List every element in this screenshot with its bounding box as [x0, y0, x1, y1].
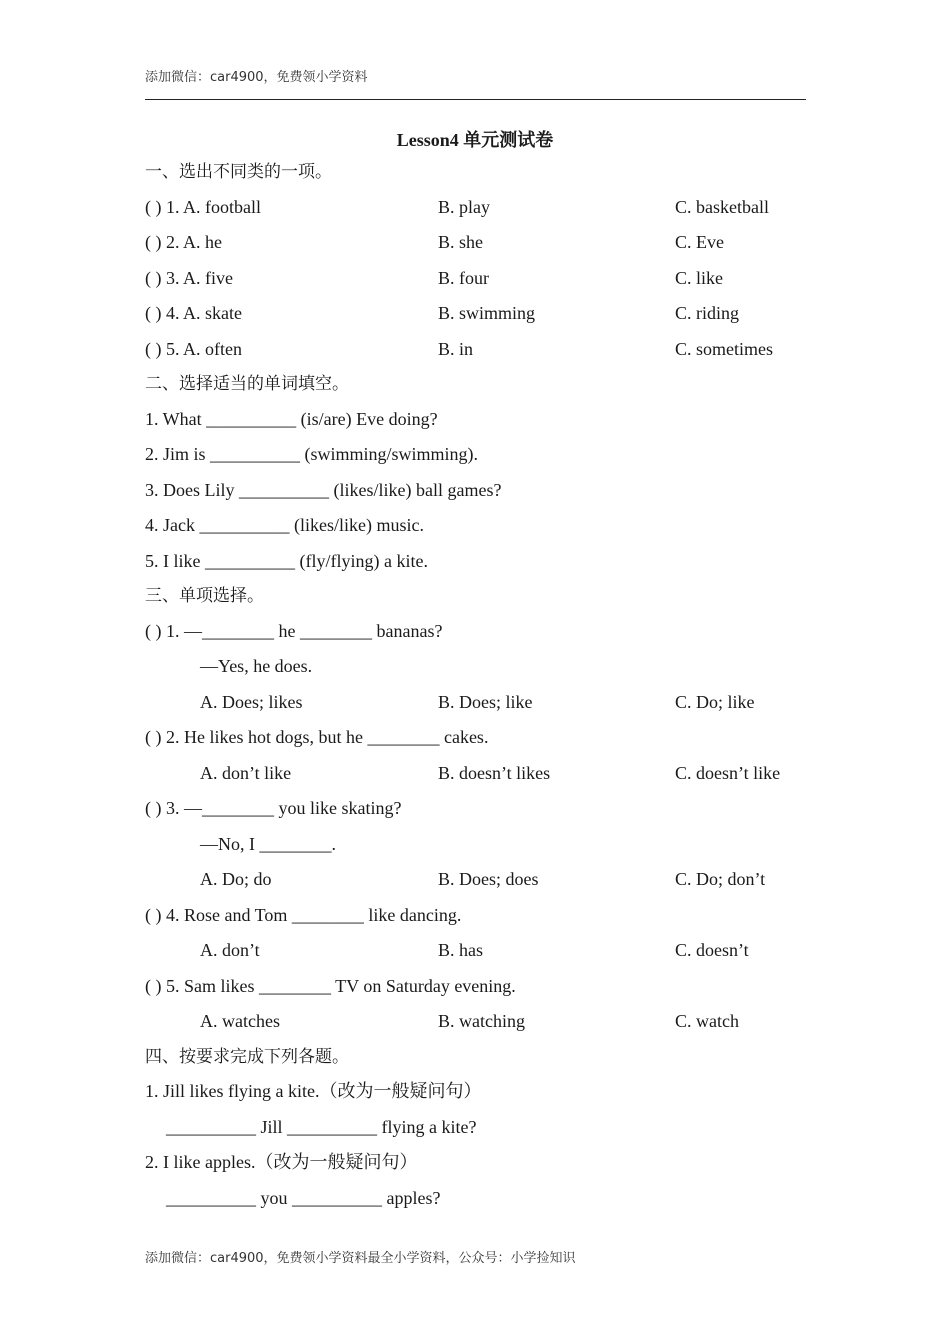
choice-row: [0, 691, 950, 713]
choice-row: [0, 1010, 950, 1032]
choice-row: [0, 868, 950, 890]
question-row: [0, 196, 950, 218]
question-row: [0, 302, 950, 324]
option-c: C. sometimes: [675, 339, 773, 359]
option-a: A. Do; do: [200, 869, 272, 889]
option-b: B. watching: [438, 1011, 525, 1031]
answer-line: __________ you __________ apples?: [166, 1188, 441, 1208]
option-c: C. doesn’t: [675, 940, 749, 960]
fill-blank-item: 4. Jack __________ (likes/like) music.: [145, 515, 424, 535]
option-a: A. don’t: [200, 940, 260, 960]
option-c: C. like: [675, 268, 723, 288]
option-b: B. play: [438, 197, 490, 217]
option-b: B. Does; does: [438, 869, 539, 889]
question-stem: ( ) 3. —________ you like skating?: [145, 798, 402, 818]
question-stem: ( ) 2. He likes hot dogs, but he ________ cakes.: [145, 727, 489, 747]
answer-line: __________ Jill __________ flying a kite?: [166, 1117, 477, 1137]
question-row: [0, 338, 950, 360]
section-heading-4: 四、按要求完成下列各题。: [145, 1047, 349, 1067]
footer-note: 添加微信：car4900，免费领小学资料最全小学资料，公众号：小学捡知识: [145, 1251, 576, 1266]
option-a: ( ) 5. A. often: [145, 339, 242, 359]
question-row: [0, 231, 950, 253]
option-a: A. Does; likes: [200, 692, 303, 712]
option-b: B. has: [438, 940, 483, 960]
option-c: C. watch: [675, 1011, 739, 1031]
section-heading-1: 一、选出不同类的一项。: [145, 162, 332, 182]
choice-row: [0, 762, 950, 784]
fill-blank-item: 5. I like __________ (fly/flying) a kite.: [145, 551, 428, 571]
question-stem: 2. I like apples.（改为一般疑问句）: [145, 1152, 418, 1172]
option-b: B. doesn’t likes: [438, 763, 551, 783]
option-b: B. swimming: [438, 303, 536, 323]
question-stem: ( ) 1. —________ he ________ bananas?: [145, 621, 443, 641]
question-stem: 1. Jill likes flying a kite.（改为一般疑问句）: [145, 1081, 482, 1101]
option-a: ( ) 2. A. he: [145, 232, 222, 252]
section-heading-3: 三、单项选择。: [145, 586, 264, 606]
option-b: B. Does; like: [438, 692, 533, 712]
fill-blank-item: 1. What __________ (is/are) Eve doing?: [145, 409, 438, 429]
header-note: 添加微信：car4900，免费领小学资料: [145, 70, 368, 85]
option-b: B. she: [438, 232, 483, 252]
dialogue-reply: —No, I ________.: [200, 834, 336, 854]
choice-row: [0, 939, 950, 961]
option-a: ( ) 4. A. skate: [145, 303, 242, 323]
header-divider: [145, 99, 806, 100]
option-a: A. watches: [200, 1011, 280, 1031]
option-c: C. Eve: [675, 232, 724, 252]
option-a: ( ) 3. A. five: [145, 268, 233, 288]
option-c: C. doesn’t like: [675, 763, 781, 783]
fill-blank-item: 3. Does Lily __________ (likes/like) ball games?: [145, 480, 502, 500]
fill-blank-item: 2. Jim is __________ (swimming/swimming).: [145, 444, 479, 464]
page-title: Lesson4 单元测试卷: [396, 130, 554, 150]
option-a: ( ) 1. A. football: [145, 197, 261, 217]
option-c: C. riding: [675, 303, 740, 323]
question-stem: ( ) 4. Rose and Tom ________ like dancing.: [145, 905, 462, 925]
option-c: C. basketball: [675, 197, 769, 217]
option-c: C. Do; like: [675, 692, 755, 712]
option-a: A. don’t like: [200, 763, 292, 783]
section-heading-2: 二、选择适当的单词填空。: [145, 374, 349, 394]
question-row: [0, 267, 950, 289]
option-b: B. four: [438, 268, 489, 288]
question-stem: ( ) 5. Sam likes ________ TV on Saturday evening.: [145, 976, 516, 996]
option-b: B. in: [438, 339, 474, 359]
option-c: C. Do; don’t: [675, 869, 766, 889]
dialogue-reply: —Yes, he does.: [200, 656, 313, 676]
